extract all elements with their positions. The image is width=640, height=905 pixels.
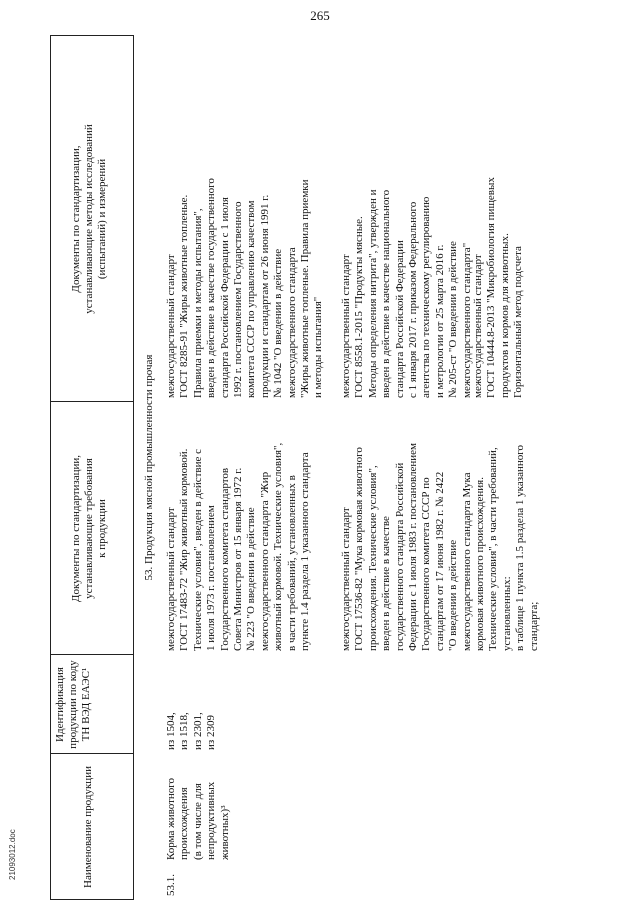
- header-code: Идентификация продукции по коду ТН ВЭД ЕАЭС¹: [54, 660, 92, 749]
- methods-gost-10444: межгосударственный стандарт ГОСТ 10444.8-2013 "Микробиология пищевых продуктов и кормов для животных. Горизонтальный метод подсчета: [472, 177, 525, 398]
- footer-file-code: 21093012.doc: [8, 829, 17, 880]
- methods-gost-8285: межгосударственный стандарт ГОСТ 8285-91 "Жиры животные топленые. Правила приемки и методы испытания", введен в действие в качестве государственного стандарта Российской Федерации с 1 июля 1992 г. постановлением Государственного комитета СССР по управлению качеством продукции и стандартам от 26 июня 1991 г. № 1042 "О введении в действие межгосударственного стандарта "Жиры животные топленые. Правила приемки и методы испытания": [165, 178, 325, 398]
- requirements-gost-17536: межгосударственный стандарт ГОСТ 17536-82 "Мука кормовая животного происхождения. Технические условия", введен в действие в качестве государственного стандарта Российской Федерации с 1 июля 1983 г. постановлением Государственного комитета СССР по стандартам от 17 июня 1982 г. № 2422 "О введении в действие межгосударственного стандарта Мука кормовая животного происхождения. Технические условия", в части требований, установленных: в таблице 1 пункта 1.5 раздела 1 указанного стандарта;: [340, 442, 540, 651]
- product-codes: из 1504, из 1518, из 2301, из 2309: [165, 712, 218, 750]
- page-number: 265: [310, 8, 330, 23]
- header-requirements: Документы по стандартизации, устанавливающие требования к продукции: [70, 454, 108, 603]
- header-product-name: Наименование продукции: [82, 766, 94, 888]
- rotated-table: [50, 35, 610, 900]
- product-name: Корма животного происхождения (в том числе для непродуктивных животных)³: [165, 777, 231, 860]
- methods-gost-8558: межгосударственный стандарт ГОСТ 8558.1-2015 "Продукты мясные. Методы определения нитрита", утвержден и введен в действие в качестве национального стандарта Российской Федерации с 1 января 2017 г. приказом Федерального агентства по техническому регулированию и метрологии от 25 марта 2016 г. № 205-ст "О введении в действие межгосударственного стандарта": [340, 189, 473, 398]
- table-top-border: [50, 35, 51, 900]
- header-methods: Документы по стандартизации, устанавливающие методы исследований (испытаний) и измерений: [70, 124, 108, 314]
- section-title: 53. Продукция мясной промышленности прочая: [143, 354, 155, 581]
- row-number: 53.1.: [165, 874, 177, 896]
- requirements-gost-17483: межгосударственный стандарт ГОСТ 17483-72 "Жир животный кормовой. Технические условия", введен в действие с 1 июля 1973 г. постановлением Государственного комитета стандартов Совета Министров от 15 января 1972 г. № 223 "О введении в действие межгосударственного стандарта "Жир животный кормовой. Технические условия", в части требований, установленных в пункте 1.4 раздела 1 указанного стандарта: [165, 442, 312, 651]
- header-bottom-border: [133, 35, 134, 900]
